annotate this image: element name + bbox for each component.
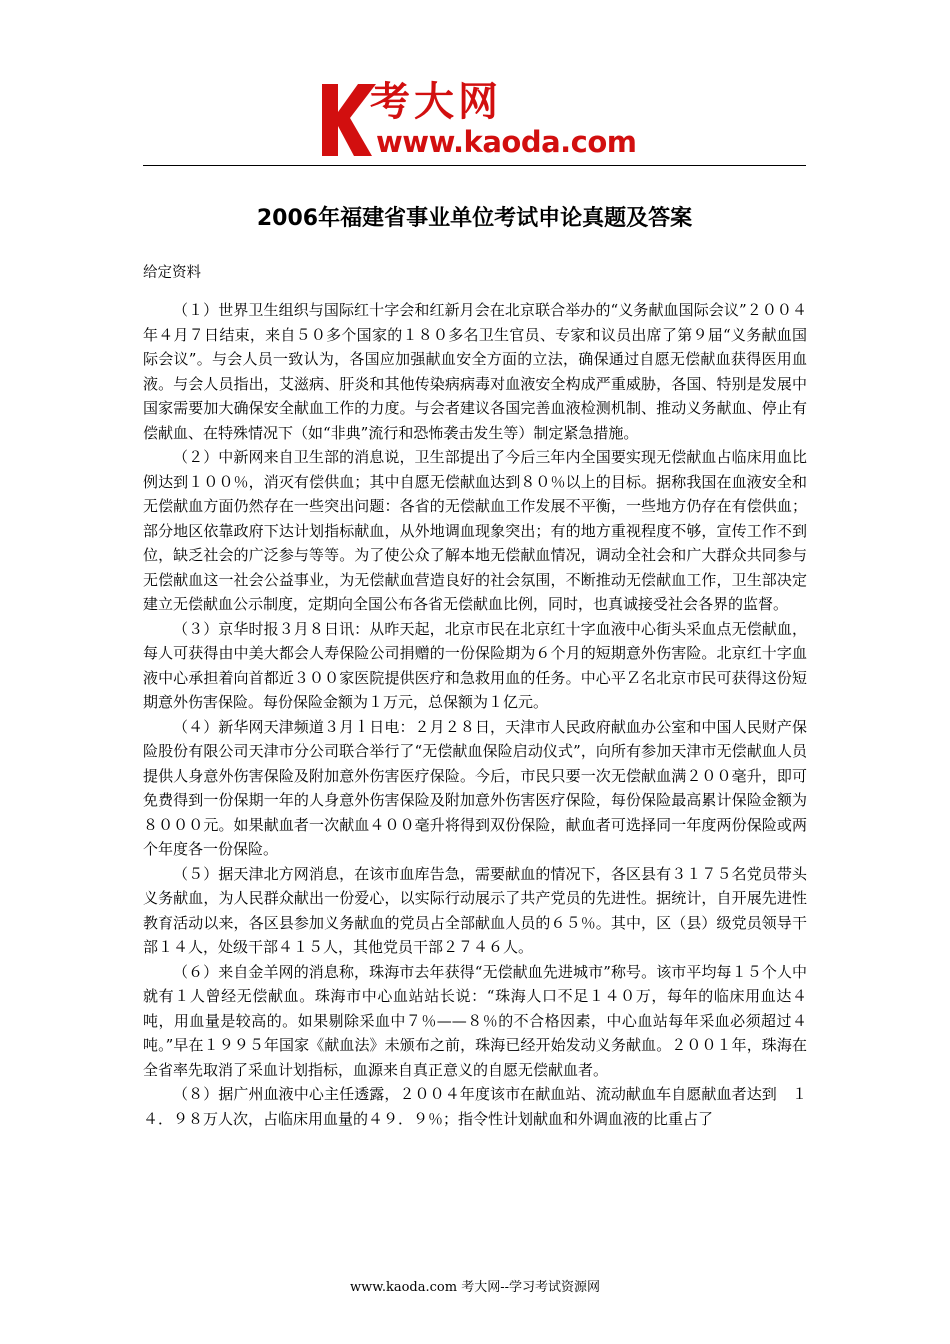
k-logo-icon <box>318 82 378 158</box>
paragraph: （６）来自金羊网的消息称，珠海市去年获得“无偿献血先进城市”称号。该市平均每１５个人中就有１人曾经无偿献血。珠海市中心血站站长说：“珠海人口不足１４０万，每年的临床用血达４吨，用血量是较高的。如果剔除采血中７％——８％的不合格因素，中心血站每年采血必须超过４吨。”早在１９９５年国家《献血法》未颁布之前，珠海已经开始发动义务献血。２００１年，珠海在全省率先取消了采血计划指标，血源来自真正意义的自愿无偿献血者。 <box>143 962 807 1079</box>
logo-title: 考大网 <box>370 79 502 125</box>
header-divider <box>143 165 806 166</box>
paragraph: （３）京华时报３月８日讯：从昨天起，北京市民在北京红十字血液中心街头采血点无偿献血，每人可获得由中美大都会人寿保险公司捐赠的一份保险期为６个月的短期意外伤害险。北京红十字血液中心承担着向首都近３００家医院提供医疗和急救用血的任务。中心平Ｚ名北京市民可获得这份短期意外伤害保险。每份保险金额为１万元，总保额为１亿元。 <box>143 619 807 711</box>
paragraph: （４）新华网天津频道３月ｌ日电：２月２８日，天津市人民政府献血办公室和中国人民财产保险股份有限公司天津市分公司联合举行了“无偿献血保险启动仪式”，向所有参加天津市无偿献血人员提供人身意外伤害保险及附加意外伤害医疗保险。今后，市民只要一次无偿献血满２００毫升，即可免费得到一份保期一年的人身意外伤害保险及附加意外伤害医疗保险，每份保险最高累计保险金额为８０００元。如果献血者一次献血４００毫升将得到双份保险，献血者可选择同一年度两份保险或两个年度各一份保险。 <box>143 717 807 858</box>
document-body <box>143 298 807 1131</box>
site-logo <box>318 78 638 160</box>
paragraph: （５）据天津北方网消息，在该市血库告急，需要献血的情况下，各区县有３１７５名党员带头义务献血，为人民群众献出一份爱心，以实际行动展示了共产党员的先进性。据统计，自开展先进性教育活动以来，各区县参加义务献血的党员占全部献血人员的６５％。其中，区（县）级党员领导干部１４人，处级干部４１５人，其他党员干部２７４６人。 <box>143 864 807 956</box>
paragraph: （８）据广州血液中心主任透露，２００４年度该市在献血站、流动献血车自愿献血者达到 １４．９８万人次，占临床用血量的４９．９％；指令性计划献血和外调血液的比重占了 <box>143 1085 807 1128</box>
paragraph: （２）中新网来自卫生部的消息说，卫生部提出了今后三年内全国要实现无偿献血占临床用血比例达到１００％，消灭有偿供血；其中自愿无偿献血达到８０％以上的目标。据称我国在血液安全和无偿献血方面仍然存在一些突出问题：各省的无偿献血工作发展不平衡，一些地方仍存在有偿供血；部分地区依靠政府下达计划指标献血，从外地调血现象突出；有的地方重视程度不够，宣传工作不到位，缺乏社会的广泛参与等等。为了使公众了解本地无偿献血情况，调动全社会和广大群众共同参与无偿献血这一社会公益事业，为无偿献血营造良好的社会氛围，不断推动无偿献血工作，卫生部决定建立无偿献血公示制度，定期向全国公布各省无偿献血比例，同时，也真诚接受社会各界的监督。 <box>143 448 807 613</box>
page-title: 2006年福建省事业单位考试申论真题及答案 <box>256 206 693 231</box>
logo-url: www.kaoda.com <box>376 125 637 159</box>
section-label: 给定资料 <box>143 265 201 281</box>
paragraph: （１）世界卫生组织与国际红十字会和红新月会在北京联合举办的“义务献血国际会议”２００４年４月７日结束，来自５０多个国家的１８０多名卫生官员、专家和议员出席了第９届“义务献血国际会议”。与会人员一致认为，各国应加强献血安全方面的立法，确保通过自愿无偿献血获得医用血液。与会人员指出，艾滋病、肝炎和其他传染病病毒对血液安全构成严重威胁，各国、特别是发展中国家需要加大确保安全献血工作的力度。与会者建议各国完善血液检测机制、推动义务献血、停止有偿献血、在特殊情况下（如“非典”流行和恐怖袭击发生等）制定紧急措施。 <box>143 301 807 442</box>
page-footer: www.kaoda.com 考大网--学习考试资源网 <box>350 1280 600 1295</box>
